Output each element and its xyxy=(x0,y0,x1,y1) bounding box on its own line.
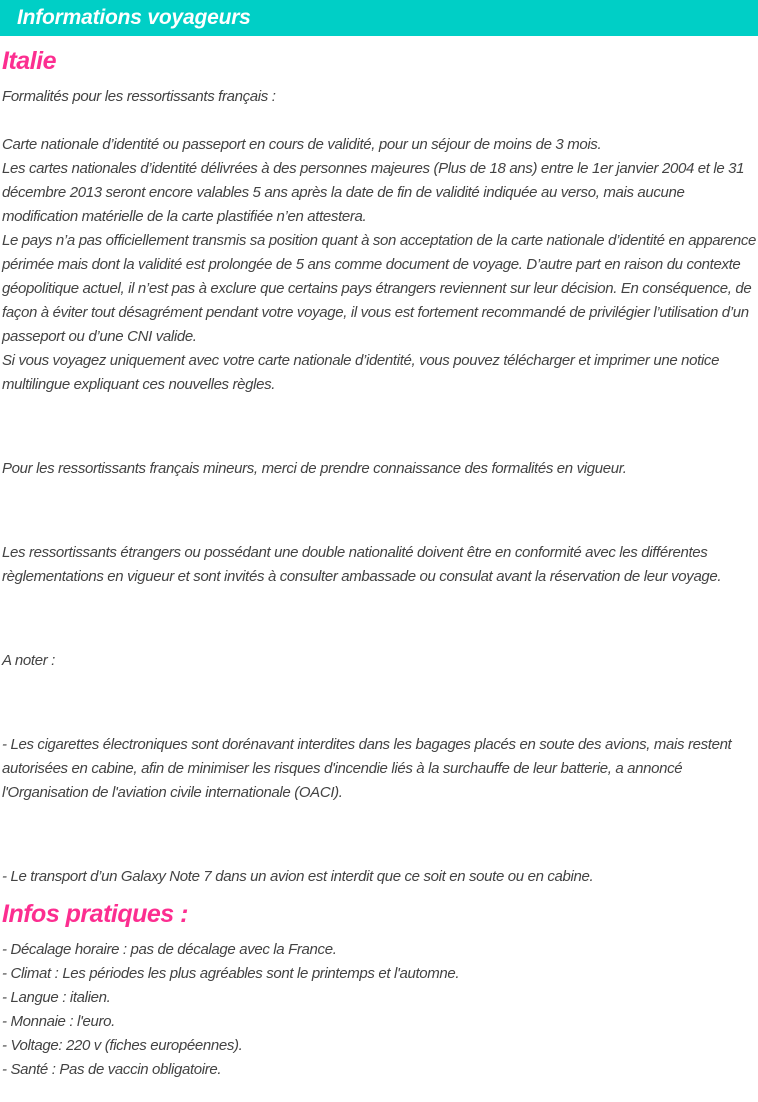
header-bar xyxy=(0,0,758,36)
paragraph: Formalités pour les ressortissants français : xyxy=(2,88,276,105)
paragraph: - Climat : Les périodes les plus agréables sont le printemps et l'automne. xyxy=(2,965,460,982)
paragraph: A noter : xyxy=(2,652,55,669)
spacer xyxy=(2,805,756,865)
paragraph: - Voltage: 220 v (fiches européennes). xyxy=(2,1037,243,1054)
section-heading: Italie xyxy=(2,47,56,75)
section-heading: Infos pratiques : xyxy=(2,900,188,928)
paragraph: - Décalage horaire : pas de décalage avec la France. xyxy=(2,941,337,958)
paragraph: - Santé : Pas de vaccin obligatoire. xyxy=(2,1061,222,1078)
paragraph: Les ressortissants étrangers ou possédant une double nationalité doivent être en conformité avec les différentes règlementations en vigueur et sont invités à consulter ambassade ou consulat avant la réservation de leur voyage. xyxy=(2,544,722,585)
paragraph: - Les cigarettes électroniques sont dorénavant interdites dans les bagages placés en soute des avions, mais restent autorisées en cabine, afin de minimiser les risques d'incendie liés à la surchauffe de leur batterie, a annoncé l'Organisation de l'aviation civile internationale (OACI). xyxy=(2,736,732,801)
spacer xyxy=(2,589,756,649)
paragraph: Le pays n’a pas officiellement transmis sa position quant à son acceptation de la carte nationale d’identité en apparence périmée mais dont la validité est prolongée de 5 ans comme document de voyage. D’autre part en raison du contexte géopolitique actuel, il n’est pas à exclure que certains pays étrangers reviennent sur leur décision. En conséquence, de façon à éviter tout désagrément pendant votre voyage, il vous est fortement recommandé de privilégier l’utilisation d’un passeport ou d’une CNI valide. xyxy=(2,232,756,345)
spacer xyxy=(2,397,756,457)
paragraph: Les cartes nationales d’identité délivrées à des personnes majeures (Plus de 18 ans) entre le 1er janvier 2004 et le 31 décembre 2013 seront encore valables 5 ans après la date de fin de validité indiquée au verso, mais aucune modification matérielle de la carte plastifiée n’en attestera. xyxy=(2,160,745,225)
spacer xyxy=(2,673,756,733)
paragraph: - Monnaie : l'euro. xyxy=(2,1013,115,1030)
paragraph: - Le transport d’un Galaxy Note 7 dans un avion est interdit que ce soit en soute ou en cabine. xyxy=(2,868,594,885)
paragraph: Si vous voyagez uniquement avec votre carte nationale d’identité, vous pouvez télécharger et imprimer une notice multilingue expliquant ces nouvelles règles. xyxy=(2,352,720,393)
content-area xyxy=(0,47,758,1102)
spacer xyxy=(2,481,756,541)
page-title: Informations voyageurs xyxy=(17,6,251,29)
paragraph: - Langue : italien. xyxy=(2,989,111,1006)
paragraph: Pour les ressortissants français mineurs, merci de prendre connaissance des formalités en vigueur. xyxy=(2,460,627,477)
paragraph: Carte nationale d’identité ou passeport en cours de validité, pour un séjour de moins de 3 mois. xyxy=(2,136,602,153)
spacer xyxy=(2,109,756,133)
